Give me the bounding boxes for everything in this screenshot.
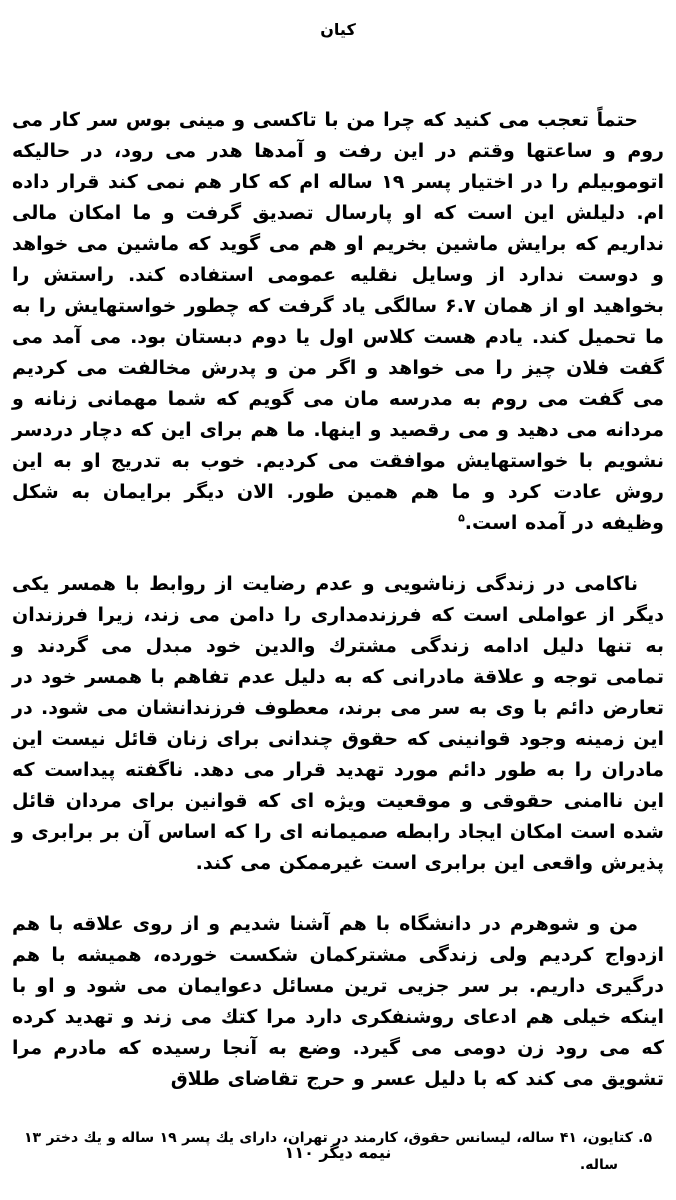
paragraph-quote-2: من و شوهرم در دانشگاه با هم آشنا شدیم و از روی علاقه با هم ازدواج کردیم ولی زندگی مشترکمان شکست خورده، همیشه با هم درگیری داریم. بر سر جزیی ترین مسائل دعوایمان می شود و او با اینکه خیلی هم ادعای روشنفکری دارد مرا کتك می زند و تهدید کرده که می رود زن دومی می گیرد. وضع به آنجا رسیده که مادرم مرا تشویق می کند که با دلیل عسر و حرج تقاضای طلاق bbox=[12, 913, 664, 1090]
running-head: کیان bbox=[320, 20, 356, 39]
article-body bbox=[12, 39, 664, 1179]
footnote-reference: ۵ bbox=[458, 511, 465, 525]
journal-footer: نیمه دیگر ۱۱۰ bbox=[284, 1143, 392, 1162]
paragraph-quote-1-text: حتماً تعجب می کنید که چرا من با تاکسی و مینی بوس سر کار می روم و ساعتها وقتم در این رفت و آمدها هدر می رود، در حالیکه اتوموبیلم را در اختیار پسر ۱۹ ساله ام که کار هم نمی کند قرار داده ام. دلیلش این است که او پارسال تصدیق گرفت و ما امکان مالی نداریم که برایش ماشین بخریم او هم می گوید که ماشین می خواهد و دوست ندارد از وسایل نقلیه عمومی استفاده کند. راستش را بخواهید او از همان ۶.۷ سالگی یاد گرفت که چطور خواستهایش را به ما تحمیل کند. یادم هست کلاس اول یا دوم دبستان بود. می آمد می گفت فلان چیز را می خواهد و اگر من و پدرش مخالفت می کردیم می گفت می روم به مدرسه مان می گویم که شما مهمانی زنانه و مردانه می دهید و می رقصید و اینها. ما هم برای این که دچار دردسر نشویم با خواستهایش موافقت می کردیم. خوب به تدریج او به این روش عادت کرد و ما هم همین طور. الان دیگر برایمان به شکل وظیفه در آمده است. bbox=[12, 109, 665, 534]
paragraph-commentary: ناکامی در زندگی زناشویی و عدم رضایت از روابط با همسر یکی دیگر از عواملی است که فرزندمداری را دامن می زند، زیرا فرزندان به تنها دلیل ادامه زندگی مشترك والدین خود مبدل می گردند و تمامی توجه و علاقة مادرانی که به دلیل عدم تفاهم با همسر خود در تعارض دائم با وی به سر می برند، معطوف فرزندانشان می شود. در این زمینه وجود قوانینی که حقوق چندانی برای زنان قائل نیست این مادران را به طور دائم مورد تهدید قرار می دهد. ناگفته پیداست که این ناامنی حقوقی و موقعیت ویژه ای که قوانین برای مردان قائل شده است امکان ایجاد رابطه صمیمانه ای را که اساس آن بر برابری و پذیرش واقعی این برابری است غیرممکن می کند. bbox=[12, 573, 664, 874]
footnote: ۵. کتایون، ۴۱ ساله، لیسانس حقوق، کارمند در تهران، دارای یك پسر ۱۹ ساله و یك دختر ۱۳ ساله. bbox=[24, 1130, 653, 1173]
paragraph-quote-1 bbox=[12, 105, 664, 539]
